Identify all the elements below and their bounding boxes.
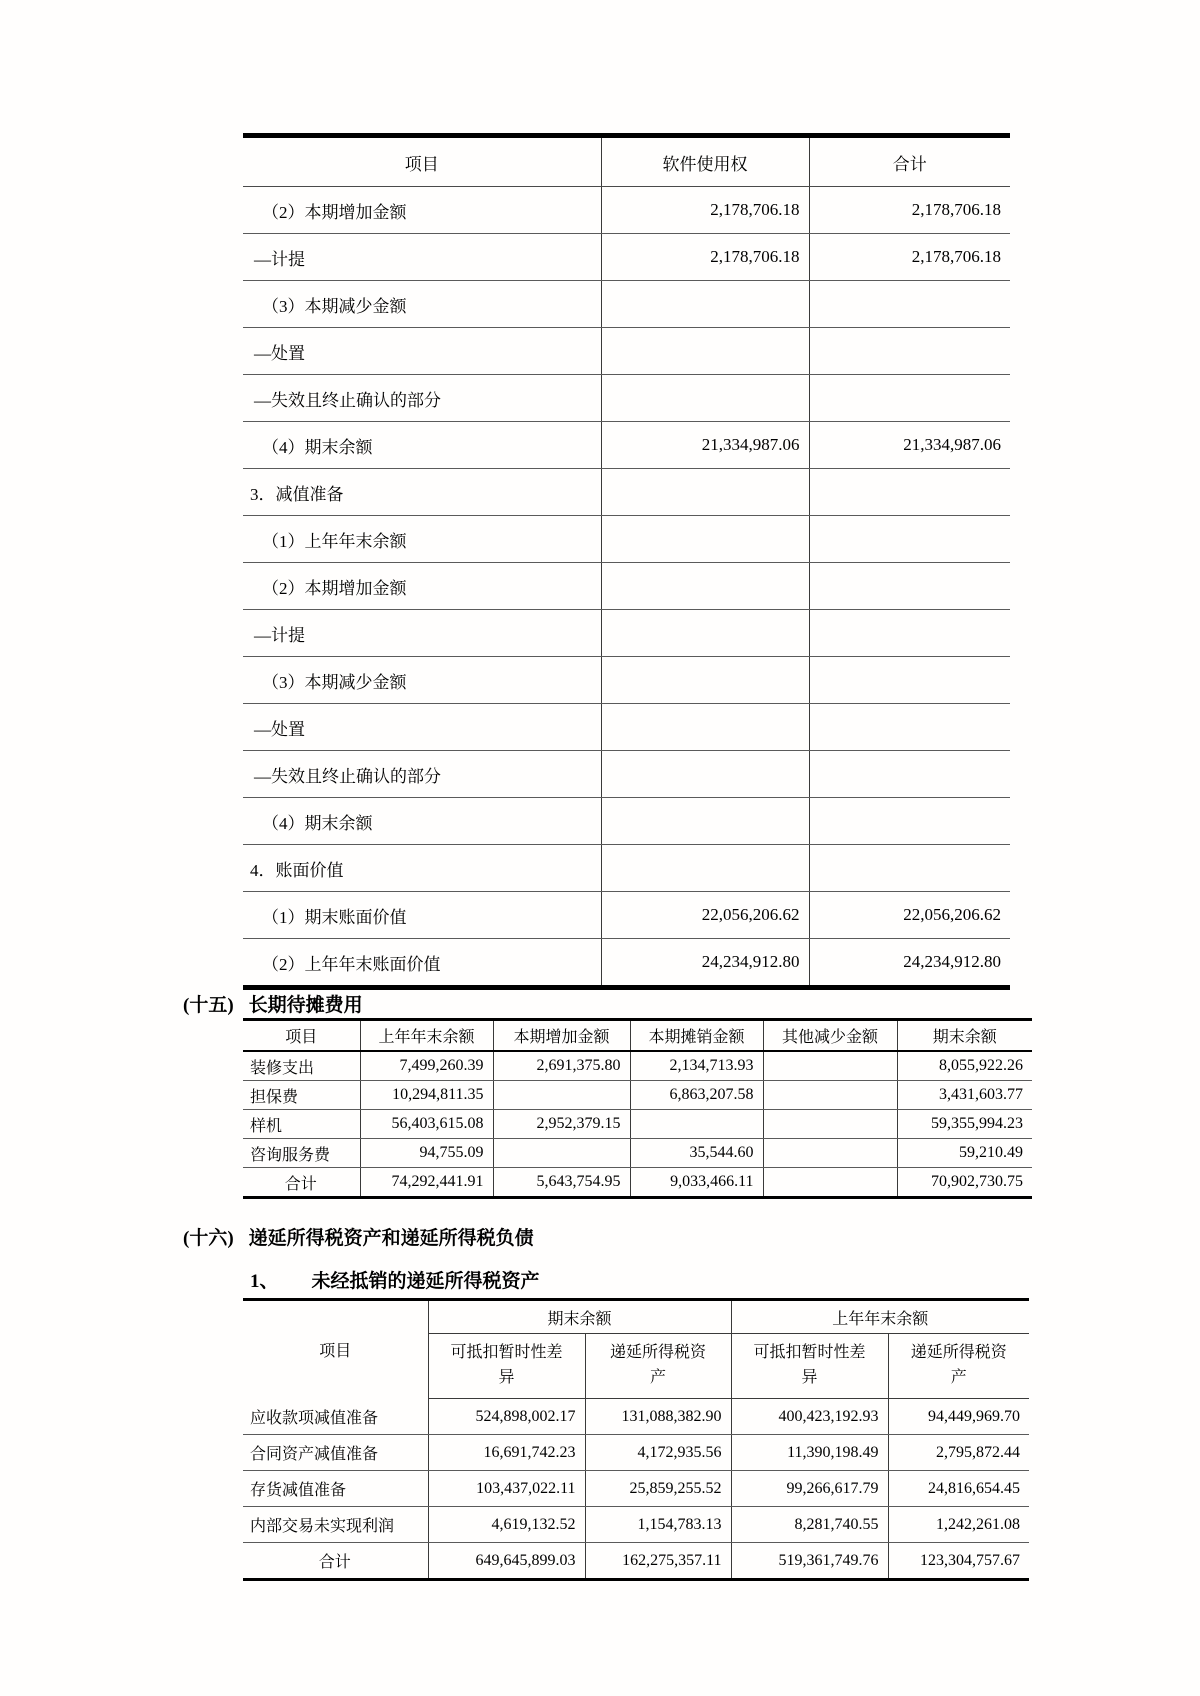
table-row <box>243 422 1010 469</box>
row-label: 装修支出 <box>243 1051 360 1081</box>
cell-value: 94,755.09 <box>360 1139 493 1168</box>
table-header-group-row <box>243 1300 1029 1334</box>
table-header-row <box>243 136 1010 187</box>
cell-value: 35,544.60 <box>630 1139 763 1168</box>
cell-value: 8,281,740.55 <box>731 1507 888 1543</box>
cell-value <box>601 563 809 610</box>
column-header-other-decrease: 其他减少金额 <box>763 1020 897 1052</box>
row-label: 存货减值准备 <box>243 1471 428 1507</box>
table-row <box>243 1051 1032 1081</box>
column-header-deductible-temporary-difference: 可抵扣暂时性差异 <box>731 1334 888 1399</box>
section-15-heading <box>183 990 363 1017</box>
cell-value: 4,172,935.56 <box>585 1435 731 1471</box>
column-header-item: 项目 <box>243 1300 428 1399</box>
cell-value: 3,431,603.77 <box>897 1081 1032 1110</box>
table-row <box>243 516 1010 563</box>
cell-value: 2,795,872.44 <box>888 1435 1029 1471</box>
row-label: 3．减值准备 <box>243 469 601 516</box>
table-row <box>243 1081 1032 1110</box>
row-label: （2）上年年末账面价值 <box>262 954 441 974</box>
cell-value: 103,437,022.11 <box>428 1471 585 1507</box>
cell-value <box>809 845 1010 892</box>
cell-value <box>763 1081 897 1110</box>
subsection-title: 未经抵销的递延所得税资产 <box>311 1271 540 1292</box>
cell-value <box>809 281 1010 328</box>
row-label: 内部交易未实现利润 <box>243 1507 428 1543</box>
table-row <box>243 1471 1029 1507</box>
cell-value: 123,304,757.67 <box>888 1543 1029 1580</box>
cell-value: 24,816,654.45 <box>888 1471 1029 1507</box>
cell-value: 7,499,260.39 <box>360 1051 493 1081</box>
section-number: (十六) <box>183 1228 234 1249</box>
cell-value: 9,033,466.11 <box>630 1168 763 1198</box>
cell-value: 649,645,899.03 <box>428 1543 585 1580</box>
section-title: 递延所得税资产和递延所得税负债 <box>248 1228 534 1249</box>
row-label: —失效且终止确认的部分 <box>243 751 601 798</box>
long-term-deferred-expenses-table <box>243 1018 1032 1199</box>
row-label: （1）期末账面价值 <box>243 892 601 939</box>
row-label: 样机 <box>243 1110 360 1139</box>
cell-value: 2,952,379.15 <box>493 1110 630 1139</box>
cell-value: 162,275,357.11 <box>585 1543 731 1580</box>
cell-value: 11,390,198.49 <box>731 1435 888 1471</box>
column-header-current-amortization: 本期摊销金额 <box>630 1020 763 1052</box>
cell-value: 2,178,706.18 <box>809 234 1010 281</box>
table-header-row <box>243 1020 1032 1052</box>
table-row <box>243 563 1010 610</box>
table-row <box>243 1139 1032 1168</box>
row-label: —失效且终止确认的部分 <box>243 375 601 422</box>
cell-value: 2,691,375.80 <box>493 1051 630 1081</box>
table-row <box>243 892 1010 939</box>
cell-value <box>601 375 809 422</box>
cell-value <box>630 1110 763 1139</box>
row-label: 4．账面价值 <box>243 845 601 892</box>
row-label: （2）本期增加金额 <box>243 187 601 234</box>
cell-value: 131,088,382.90 <box>585 1399 731 1435</box>
column-header-item: 项目 <box>243 1020 360 1052</box>
cell-value <box>601 281 809 328</box>
cell-value <box>809 798 1010 845</box>
cell-value: 5,643,754.95 <box>493 1168 630 1198</box>
row-label: 应收款项减值准备 <box>243 1399 428 1435</box>
cell-value: 94,449,969.70 <box>888 1399 1029 1435</box>
cell-value <box>809 516 1010 563</box>
row-label: （3）本期减少金额 <box>243 281 601 328</box>
cell-value <box>809 563 1010 610</box>
cell-value: 59,210.49 <box>897 1139 1032 1168</box>
group-header-ending-balance: 期末余额 <box>428 1300 731 1334</box>
table-row <box>243 328 1010 375</box>
cell-value: 74,292,441.91 <box>360 1168 493 1198</box>
cell-value: 24,234,912.80 <box>809 939 1010 988</box>
table-row <box>243 281 1010 328</box>
table-row <box>243 469 1010 516</box>
table-row <box>243 845 1010 892</box>
row-label: 合计 <box>318 1554 351 1571</box>
cell-value <box>601 469 809 516</box>
deferred-tax-assets-table <box>243 1298 1029 1581</box>
intangible-assets-table <box>243 133 1010 990</box>
cell-value: 22,056,206.62 <box>809 892 1010 939</box>
cell-value: 524,898,002.17 <box>428 1399 585 1435</box>
row-label: —计提 <box>243 234 601 281</box>
subsection-1-heading <box>250 1266 540 1293</box>
cell-value: 519,361,749.76 <box>731 1543 888 1580</box>
column-header-prior-year-end-balance: 上年年末余额 <box>360 1020 493 1052</box>
cell-value <box>601 798 809 845</box>
cell-value <box>809 375 1010 422</box>
cell-value: 400,423,192.93 <box>731 1399 888 1435</box>
section-number: (十五) <box>183 995 234 1016</box>
row-label: （2）本期增加金额 <box>243 563 601 610</box>
cell-value: 99,266,617.79 <box>731 1471 888 1507</box>
row-label: 合同资产减值准备 <box>243 1435 428 1471</box>
column-header-deductible-temporary-difference: 可抵扣暂时性差异 <box>428 1334 585 1399</box>
cell-value <box>493 1081 630 1110</box>
table-row <box>243 704 1010 751</box>
cell-value <box>601 328 809 375</box>
row-label: （4）期末余额 <box>243 422 601 469</box>
cell-value <box>601 657 809 704</box>
table-row <box>243 234 1010 281</box>
subsection-number: 1、 <box>250 1271 279 1292</box>
row-label: （4）期末余额 <box>243 798 601 845</box>
cell-value <box>601 516 809 563</box>
cell-value <box>601 751 809 798</box>
cell-value: 21,334,987.06 <box>809 422 1010 469</box>
cell-value <box>809 328 1010 375</box>
table-row <box>243 1507 1029 1543</box>
column-header-software-use-right: 软件使用权 <box>601 136 809 187</box>
cell-value <box>763 1139 897 1168</box>
cell-value: 10,294,811.35 <box>360 1081 493 1110</box>
group-header-prior-year-end-balance: 上年年末余额 <box>731 1300 1029 1334</box>
section-16-heading <box>183 1223 534 1250</box>
column-header-item: 项目 <box>243 136 601 187</box>
cell-value <box>763 1051 897 1081</box>
cell-value: 2,178,706.18 <box>601 234 809 281</box>
table-row <box>243 610 1010 657</box>
table-row <box>243 657 1010 704</box>
cell-value: 21,334,987.06 <box>601 422 809 469</box>
cell-value <box>763 1110 897 1139</box>
table-row <box>243 798 1010 845</box>
row-label: 咨询服务费 <box>243 1139 360 1168</box>
column-header-deferred-tax-asset: 递延所得税资产 <box>888 1334 1029 1399</box>
cell-value <box>809 704 1010 751</box>
cell-value: 25,859,255.52 <box>585 1471 731 1507</box>
cell-value: 2,178,706.18 <box>601 187 809 234</box>
cell-value: 1,154,783.13 <box>585 1507 731 1543</box>
cell-value <box>809 751 1010 798</box>
cell-value: 59,355,994.23 <box>897 1110 1032 1139</box>
cell-value: 56,403,615.08 <box>360 1110 493 1139</box>
row-label: —计提 <box>243 610 601 657</box>
cell-value: 8,055,922.26 <box>897 1051 1032 1081</box>
cell-value <box>601 845 809 892</box>
cell-value <box>601 704 809 751</box>
row-label: （1）上年年末余额 <box>243 516 601 563</box>
cell-value: 2,178,706.18 <box>809 187 1010 234</box>
column-header-ending-balance: 期末余额 <box>897 1020 1032 1052</box>
cell-value <box>493 1139 630 1168</box>
row-label: 合计 <box>284 1175 317 1193</box>
cell-value: 1,242,261.08 <box>888 1507 1029 1543</box>
cell-value: 4,619,132.52 <box>428 1507 585 1543</box>
table-row <box>243 1168 1032 1198</box>
table-row <box>243 939 1010 988</box>
table-row <box>243 1435 1029 1471</box>
table-row <box>243 1543 1029 1580</box>
row-label: —处置 <box>243 328 601 375</box>
section-title: 长期待摊费用 <box>248 995 363 1016</box>
row-label: （3）本期减少金额 <box>243 657 601 704</box>
cell-value <box>809 469 1010 516</box>
cell-value <box>763 1168 897 1198</box>
cell-value: 16,691,742.23 <box>428 1435 585 1471</box>
column-header-total: 合计 <box>809 136 1010 187</box>
table-row <box>243 187 1010 234</box>
cell-value: 22,056,206.62 <box>601 892 809 939</box>
row-label: 担保费 <box>243 1081 360 1110</box>
cell-value <box>601 610 809 657</box>
table-row <box>243 1110 1032 1139</box>
row-label: —处置 <box>243 704 601 751</box>
cell-value <box>809 610 1010 657</box>
cell-value: 6,863,207.58 <box>630 1081 763 1110</box>
cell-value <box>809 657 1010 704</box>
table-row <box>243 751 1010 798</box>
table-row <box>243 375 1010 422</box>
cell-value: 70,902,730.75 <box>897 1168 1032 1198</box>
column-header-current-increase: 本期增加金额 <box>493 1020 630 1052</box>
column-header-deferred-tax-asset: 递延所得税资产 <box>585 1334 731 1399</box>
cell-value: 2,134,713.93 <box>630 1051 763 1081</box>
table-row <box>243 1399 1029 1435</box>
cell-value: 24,234,912.80 <box>601 939 809 988</box>
